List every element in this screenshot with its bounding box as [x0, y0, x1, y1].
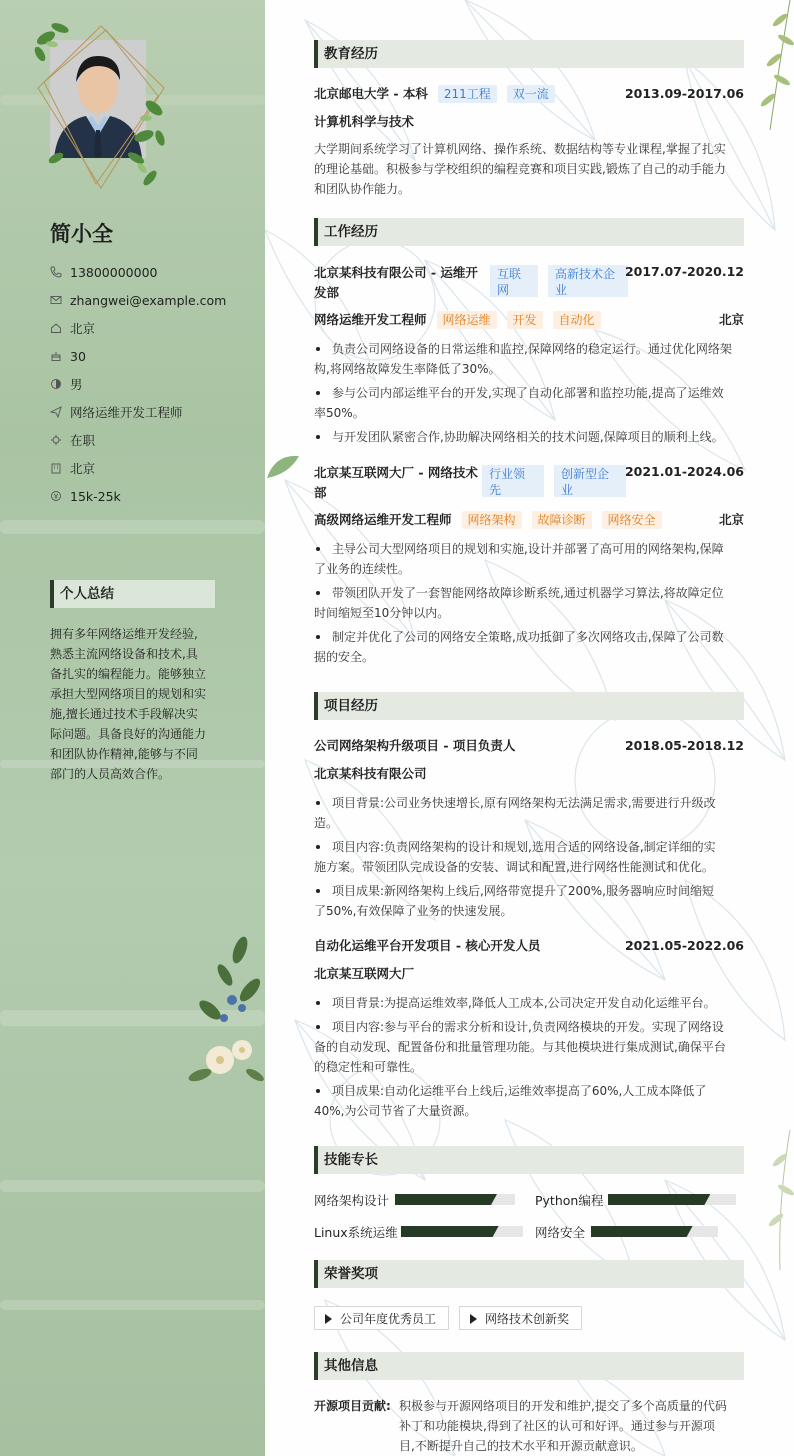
skill-label: Linux系统运维 — [314, 1225, 398, 1240]
building-icon — [50, 462, 62, 474]
status-icon — [50, 434, 62, 446]
company-line: 部 — [314, 485, 327, 500]
section-skills-title: 技能专长 — [314, 1146, 744, 1174]
skill-bar — [395, 1194, 515, 1205]
education-desc-line: 的理论基础。积极参与学校组织的编程竞赛和项目实践,锻炼了自己的动手能力 — [314, 162, 726, 176]
play-icon — [470, 1314, 477, 1324]
job-1-header — [314, 263, 744, 303]
info-salary — [50, 482, 250, 510]
summary-title: 个人总结 — [50, 580, 215, 608]
summary-line: 承担大型网络项目的规划和实 — [50, 687, 207, 701]
info-age — [50, 342, 250, 370]
education-desc-line: 大学期间系统学习了计算机网络、操作系统、数据结构等专业课程,掌握了扎实 — [314, 142, 726, 156]
info-city — [50, 454, 250, 482]
job-2-role-tag: 故障诊断 — [532, 511, 592, 529]
home-icon — [50, 322, 62, 334]
send-icon — [50, 406, 62, 418]
skill-bar-fill — [401, 1226, 499, 1237]
other-line: 积极参与开源网络项目的开发和维护,提交了多个高质量的代码 — [399, 1399, 727, 1413]
summary-line: 部门的人员高效合作。 — [50, 767, 171, 781]
tag-line: 高新技术企 — [555, 267, 616, 281]
job-1-role-tag: 开发 — [507, 311, 543, 329]
section-other-title: 其他信息 — [314, 1352, 744, 1380]
skill-bar — [401, 1226, 523, 1237]
branch-decoration-icon — [750, 0, 794, 130]
info-location — [50, 314, 250, 342]
bullet-text: 带领团队开发了一套智能网络故障诊断系统,通过机器学习算法,将故障定位 — [332, 586, 724, 600]
bullet-text: 的稳定性和可靠性。 — [314, 1060, 423, 1074]
tag-line: 先 — [489, 483, 502, 497]
job-1-role-tag: 网络运维 — [437, 311, 497, 329]
bullet-text: 了50%,有效保障了业务的快速发展。 — [314, 904, 513, 918]
bullet-text: 负责公司网络设备的日常运维和监控,保障网络的稳定运行。通过优化网络架 — [332, 342, 732, 356]
sidebar — [0, 0, 265, 1456]
job-1-role: 网络运维开发工程师 — [314, 312, 427, 327]
education-desc-line: 和团队协作能力。 — [314, 182, 411, 196]
job-2-company — [314, 463, 479, 503]
section-education-title: 教育经历 — [314, 40, 744, 68]
info-salary-text: 15k-25k — [70, 488, 121, 504]
award-item — [314, 1306, 449, 1330]
award-text: 公司年度优秀员工 — [340, 1312, 437, 1326]
award-item — [459, 1306, 582, 1330]
bullet-text: 施方案。带领团队完成设备的安装、调试和配置,进行网络性能测试和优化。 — [314, 860, 714, 874]
leaf-icon — [265, 450, 301, 480]
job-1-role-tag: 自动化 — [553, 311, 601, 329]
job-1-role-row — [314, 311, 744, 329]
section-work-title: 工作经历 — [314, 218, 744, 246]
skill-bar — [591, 1226, 718, 1237]
tag-line: 网 — [497, 283, 510, 297]
flower-decoration-icon — [180, 930, 265, 1090]
info-phone — [50, 258, 250, 286]
skill-bar — [608, 1194, 736, 1205]
project-1-bullet — [314, 881, 744, 921]
bullet-text: 项目背景:公司业务快速增长,原有网络架构无法满足需求,需要进行升级改 — [332, 796, 716, 810]
phone-icon — [50, 266, 62, 278]
bullet-text: 参与公司内部运维平台的开发,实现了自动化部署和监控功能,提高了运维效 — [332, 386, 724, 400]
job-1-bullet — [314, 383, 744, 423]
bullet-dot — [316, 547, 320, 551]
bullet-text: 项目背景:为提高运维效率,降低人工成本,公司决定开发自动化运维平台。 — [332, 996, 716, 1010]
project-2-org: 北京某互联网大厂 — [314, 966, 415, 981]
job-2-role-tag: 网络安全 — [602, 511, 662, 529]
texture-streak — [0, 520, 265, 534]
bullet-text: 项目内容:负责网络架构的设计和规划,选用合适的网络设备,制定详细的实 — [332, 840, 716, 854]
other-line: 补丁和功能模块,得到了社区的认可和好评。通过参与开源项 — [399, 1419, 715, 1433]
job-2-tag-leading — [482, 465, 544, 497]
job-2-bullet — [314, 627, 744, 667]
candidate-name: 简小全 — [50, 222, 113, 246]
summary-line: 际问题。具备良好的沟通能力 — [50, 727, 207, 741]
bullet-text: 项目成果:自动化运维平台上线后,运维效率提高了60%,人工成本降低了 — [332, 1084, 707, 1098]
bullet-dot — [316, 435, 320, 439]
other-label: 开源项目贡献: — [314, 1399, 391, 1413]
project-1-header — [314, 737, 744, 755]
job-2-role-row — [314, 511, 744, 529]
project-1-name: 公司网络架构升级项目 - 项目负责人 — [314, 738, 516, 753]
job-2-tag-innovative — [554, 465, 626, 497]
info-age-text: 30 — [70, 348, 86, 364]
summary-line: 熟悉主流网络设备和技术,具 — [50, 647, 198, 661]
summary-line: 和团队协作精神,能够与不同 — [50, 747, 198, 761]
project-1-bullet — [314, 837, 744, 877]
job-2-header — [314, 463, 744, 503]
skill-bar-fill — [591, 1226, 693, 1237]
info-gender — [50, 370, 250, 398]
section-projects-title: 项目经历 — [314, 692, 744, 720]
job-1-city: 北京 — [718, 312, 744, 327]
bullet-text: 了业务的连续性。 — [314, 562, 411, 576]
bullet-text: 主导公司大型网络项目的规划和实施,设计并部署了高可用的网络架构,保障 — [332, 542, 724, 556]
summary-line: 备扎实的编程能力。能够独立 — [50, 667, 207, 681]
bullet-dot — [316, 845, 320, 849]
education-header — [314, 85, 744, 103]
tag-211: 211工程 — [438, 85, 497, 103]
bullet-dot — [316, 801, 320, 805]
info-email — [50, 286, 250, 314]
cake-icon — [50, 350, 62, 362]
texture-streak — [0, 1300, 265, 1310]
bullet-dot — [316, 1089, 320, 1093]
bullet-text: 制定并优化了公司的网络安全策略,成功抵御了多次网络攻击,保障了公司数 — [332, 630, 724, 644]
info-position — [50, 398, 250, 426]
summary-text — [50, 624, 212, 784]
tag-line: 创新型企 — [561, 467, 610, 481]
job-2-role-tag: 网络架构 — [462, 511, 522, 529]
company-line: 发部 — [314, 285, 340, 300]
tag-line: 业 — [561, 483, 574, 497]
texture-streak — [0, 1180, 265, 1192]
info-position-text: 网络运维开发工程师 — [70, 405, 183, 420]
bullet-text: 40%,为公司节省了大量资源。 — [314, 1104, 477, 1118]
tag-double-first-class: 双一流 — [507, 85, 555, 103]
summary-line: 拥有多年网络运维开发经验, — [50, 627, 198, 641]
branch-decoration-icon — [750, 1130, 794, 1270]
bullet-text: 率50%。 — [314, 406, 365, 420]
bullet-dot — [316, 391, 320, 395]
job-2-role: 高级网络运维开发工程师 — [314, 512, 452, 527]
info-status — [50, 426, 250, 454]
bullet-dot — [316, 1025, 320, 1029]
bullet-dot — [316, 591, 320, 595]
gender-icon — [50, 378, 62, 390]
summary-line: 施,擅长通过技术手段解决实 — [50, 707, 198, 721]
project-1-bullet — [314, 793, 744, 833]
skill-bar-fill — [395, 1194, 497, 1205]
job-1-tag-internet — [490, 265, 538, 297]
project-2-header — [314, 937, 744, 955]
job-1-company — [314, 263, 479, 303]
play-icon — [325, 1314, 332, 1324]
other-line: 目,不断提升自己的技术水平和开源贡献意识。 — [399, 1439, 643, 1453]
job-1-bullet — [314, 427, 744, 447]
info-email-text: zhangwei@example.com — [70, 292, 227, 308]
bullet-dot — [316, 635, 320, 639]
project-1-org: 北京某科技有限公司 — [314, 766, 427, 781]
info-status-text: 在职 — [70, 433, 96, 448]
skill-bar-fill — [608, 1194, 710, 1205]
tag-line: 互联 — [497, 267, 522, 281]
bullet-dot — [316, 889, 320, 893]
bullet-text: 构,将网络故障发生率降低了30%。 — [314, 362, 501, 376]
mail-icon — [50, 294, 62, 306]
bullet-text: 项目成果:新网络架构上线后,网络带宽提升了200%,服务器响应时间缩短 — [332, 884, 714, 898]
skill-label: Python编程 — [535, 1193, 604, 1208]
skill-label: 网络架构设计 — [314, 1193, 390, 1208]
contact-info-list — [50, 258, 250, 510]
bullet-text: 造。 — [314, 816, 339, 830]
job-2-bullet — [314, 539, 744, 579]
company-line: 北京某互联网大厂 - 网络技术 — [314, 465, 478, 480]
info-location-text: 北京 — [70, 321, 96, 336]
avatar-frame — [26, 18, 176, 198]
company-line: 北京某科技有限公司 - 运维开 — [314, 265, 478, 280]
education-desc — [314, 139, 744, 199]
avatar — [26, 18, 176, 198]
tag-line: 行业领 — [489, 467, 526, 481]
job-1-bullet — [314, 339, 744, 379]
tag-line: 业 — [555, 283, 568, 297]
bullet-text: 据的安全。 — [314, 650, 375, 664]
project-1-date: 2018.05-2018.12 — [624, 738, 744, 753]
project-2-name: 自动化运维平台开发项目 - 核心开发人员 — [314, 938, 541, 953]
bullet-dot — [316, 347, 320, 351]
other-text — [399, 1396, 744, 1456]
bullet-text: 时间缩短至10分钟以内。 — [314, 606, 450, 620]
bullet-text: 项目内容:参与平台的需求分析和设计,负责网络模块的开发。实现了网络设 — [332, 1020, 724, 1034]
job-1-date: 2017.07-2020.12 — [624, 264, 744, 279]
info-phone-text: 13800000000 — [70, 264, 158, 280]
job-2-bullet — [314, 583, 744, 623]
project-2-date: 2021.05-2022.06 — [624, 938, 744, 953]
education-date: 2013.09-2017.06 — [624, 86, 744, 101]
info-gender-text: 男 — [70, 377, 83, 392]
job-2-date: 2021.01-2024.06 — [624, 464, 744, 479]
section-awards-title: 荣誉奖项 — [314, 1260, 744, 1288]
bullet-text: 与开发团队紧密合作,协助解决网络相关的技术问题,保障项目的顺利上线。 — [332, 430, 724, 444]
job-1-tag-hightech — [548, 265, 628, 297]
project-2-bullet — [314, 1017, 744, 1077]
school-name: 北京邮电大学 - 本科 — [314, 86, 428, 101]
project-2-bullet — [314, 993, 744, 1013]
bullet-dot — [316, 1001, 320, 1005]
salary-icon — [50, 490, 62, 502]
bullet-text: 备的自动发现、配置备份和批量管理功能。与其他模块进行集成测试,确保平台 — [314, 1040, 726, 1054]
project-2-bullet — [314, 1081, 744, 1121]
major: 计算机科学与技术 — [314, 114, 415, 129]
job-2-city: 北京 — [718, 512, 744, 527]
info-city-text: 北京 — [70, 461, 96, 476]
skill-label: 网络安全 — [535, 1225, 586, 1240]
award-text: 网络技术创新奖 — [485, 1312, 570, 1326]
